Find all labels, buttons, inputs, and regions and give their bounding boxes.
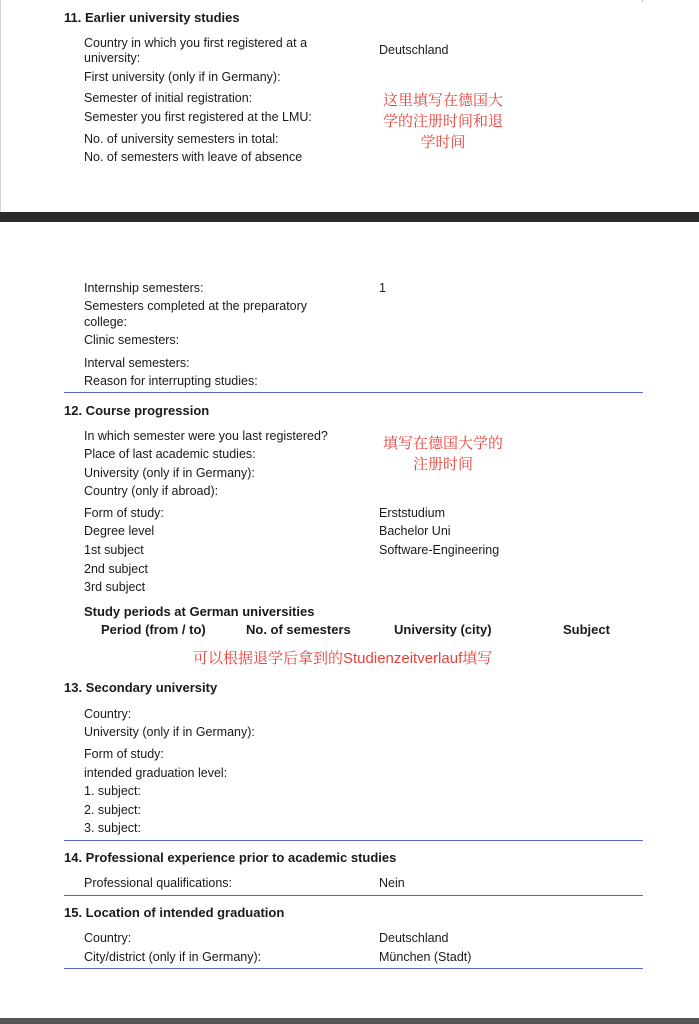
annotation-line: 学时间 (420, 134, 466, 151)
page-separator (0, 212, 699, 222)
clinic-semesters-label: Clinic semesters: (84, 333, 180, 347)
annotation-registration-note (376, 90, 510, 153)
secondary-university-label: University (only if in Germany): (84, 725, 255, 739)
graduation-country-value: Deutschland (379, 931, 449, 945)
annotation-studienzeitverlauf-note: 可以根据退学后拿到的Studienzeitverlauf填写 (193, 650, 493, 667)
column-university: University (city) (394, 622, 492, 637)
section-13-heading: 13. Secondary university (64, 680, 218, 695)
preparatory-college-label-line2: college: (84, 315, 128, 329)
internship-semesters-label: Internship semesters: (84, 281, 204, 295)
annotation-line: 注册时间 (412, 456, 473, 473)
degree-level-label: Degree level (84, 524, 155, 538)
form-of-study-value: Erststudium (379, 506, 445, 520)
study-periods-heading: Study periods at German universities (84, 604, 315, 619)
last-registered-label: In which semester were you last registered? (84, 429, 328, 443)
first-subject-value: Software-Engineering (379, 543, 500, 557)
graduation-country-label: Country: (84, 931, 132, 945)
page-edge (0, 0, 1, 212)
column-semesters: No. of semesters (246, 622, 351, 637)
third-subject-label: 3rd subject (84, 580, 146, 594)
interruption-reason-label: Reason for interrupting studies: (84, 374, 258, 388)
section-14-heading: 14. Professional experience prior to academic studies (64, 850, 397, 865)
total-semesters-label: No. of university semesters in total: (84, 132, 279, 146)
first-subject-label: 1st subject (84, 543, 144, 557)
form-of-study-label: Form of study: (84, 506, 164, 520)
professional-qualifications-label: Professional qualifications: (84, 876, 232, 890)
annotation-line: 这里填写在德国大 (382, 92, 503, 109)
last-place-label: Place of last academic studies: (84, 447, 256, 461)
section-11-heading: 11. Earlier university studies (64, 10, 240, 25)
column-period: Period (from / to) (101, 622, 206, 637)
first-university-label: First university (only if in Germany): (84, 70, 281, 84)
page-1-bottom (0, 0, 699, 212)
column-subject: Subject (563, 622, 610, 637)
university-germany-label: University (only if in Germany): (84, 466, 255, 480)
annotation-line: 填写在德国大学的 (382, 435, 503, 452)
secondary-subject1-label: 1. subject: (84, 784, 141, 798)
section-divider (64, 968, 643, 969)
annotation-course-note (376, 433, 510, 475)
first-country-label-line1: Country in which you first registered at a (84, 36, 308, 50)
second-subject-label: 2nd subject (84, 562, 148, 576)
graduation-level-label: intended graduation level: (84, 766, 228, 780)
section-divider (64, 392, 643, 393)
internship-semesters-value: 1 (379, 281, 386, 295)
page-edge-mark (642, 0, 643, 2)
country-abroad-label: Country (only if abroad): (84, 484, 219, 498)
secondary-subject2-label: 2. subject: (84, 803, 141, 817)
section-12-heading: 12. Course progression (64, 403, 210, 418)
secondary-subject3-label: 3. subject: (84, 821, 141, 835)
semester-lmu-label: Semester you first registered at the LMU: (84, 110, 312, 124)
section-15-heading: 15. Location of intended graduation (64, 905, 285, 920)
secondary-country-label: Country: (84, 707, 132, 721)
interval-semesters-label: Interval semesters: (84, 356, 190, 370)
first-country-label-line2: university: (84, 51, 141, 65)
section-divider (64, 895, 643, 896)
graduation-city-label: City/district (only if in Germany): (84, 950, 262, 964)
degree-level-value: Bachelor Uni (379, 524, 451, 538)
page-bottom-separator (0, 1018, 699, 1024)
section-divider (64, 840, 643, 841)
secondary-form-label: Form of study: (84, 747, 164, 761)
semester-initial-label: Semester of initial registration: (84, 91, 253, 105)
leave-semesters-label: No. of semesters with leave of absence (84, 150, 303, 164)
graduation-city-value: München (Stadt) (379, 950, 472, 964)
professional-qualifications-value: Nein (379, 876, 405, 890)
annotation-line: 学的注册时间和退 (382, 113, 503, 130)
preparatory-college-label-line1: Semesters completed at the preparatory (84, 299, 308, 313)
first-country-value: Deutschland (379, 43, 449, 57)
